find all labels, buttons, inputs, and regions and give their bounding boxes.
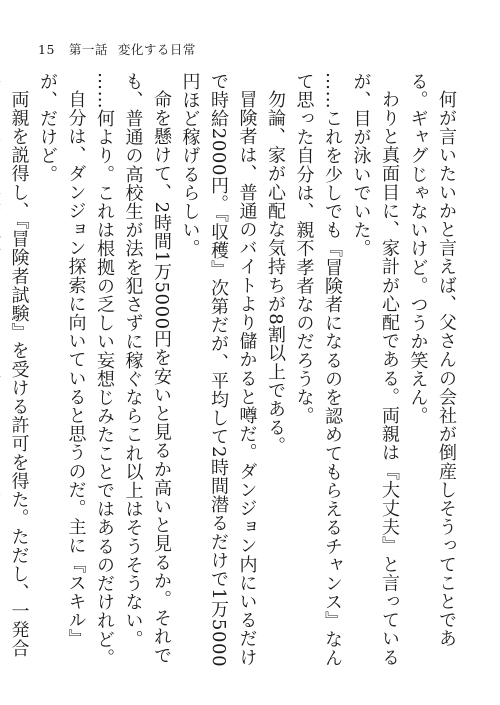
paragraph: 両親を説得し、『冒険者試験』を受ける許可を得た。ただし、一発合 xyxy=(8,90,30,658)
paragraph: 自分は、ダンジョン探索に向いていると思うのだ。主に『スキル』が、だけど。 xyxy=(37,72,87,648)
paragraph: 冒険者は、普通のバイトより儲かると噂だ。ダンジョン内にいるだけで時給2000円。『収穫』次第だが、平均して2時間潜るだけで1万5000円ほど稼げるらしい。 xyxy=(179,72,258,668)
chapter-title: 変化する日常 xyxy=(117,42,196,57)
paragraph: ……これを少しでも『冒険者になるのを認めてもらえるチャンス』なんて思った自分は、親不孝者なのだろうな。 xyxy=(293,72,343,668)
paragraph: 勿論、家が心配な気持ちが8割以上である。 xyxy=(265,90,286,456)
running-header xyxy=(38,40,196,58)
paragraph: わりと真面目に、家計が心配である。両親は『大丈夫』と言っているが、目が泳いでいた。 xyxy=(350,72,400,667)
paragraph: ……何より。これは根拠の乏しい妄想じみたことではあるのだけれど。 xyxy=(94,72,115,668)
page-number: 15 xyxy=(38,42,55,57)
paragraph: 何が言いたいかと言えば、父さんの会社が倒産しそうってことである。ギャグじゃないけど。つうか笑えん。 xyxy=(407,72,457,648)
chapter-label: 第一話 xyxy=(68,42,108,57)
body-text xyxy=(0,72,460,672)
paragraph: 命を懸けて、2時間1万5000円を安いと見るか高いと見るか。それでも、普通の高校生が法を犯さずに稼ぐならこれ以上はそうそうない。 xyxy=(122,72,172,665)
